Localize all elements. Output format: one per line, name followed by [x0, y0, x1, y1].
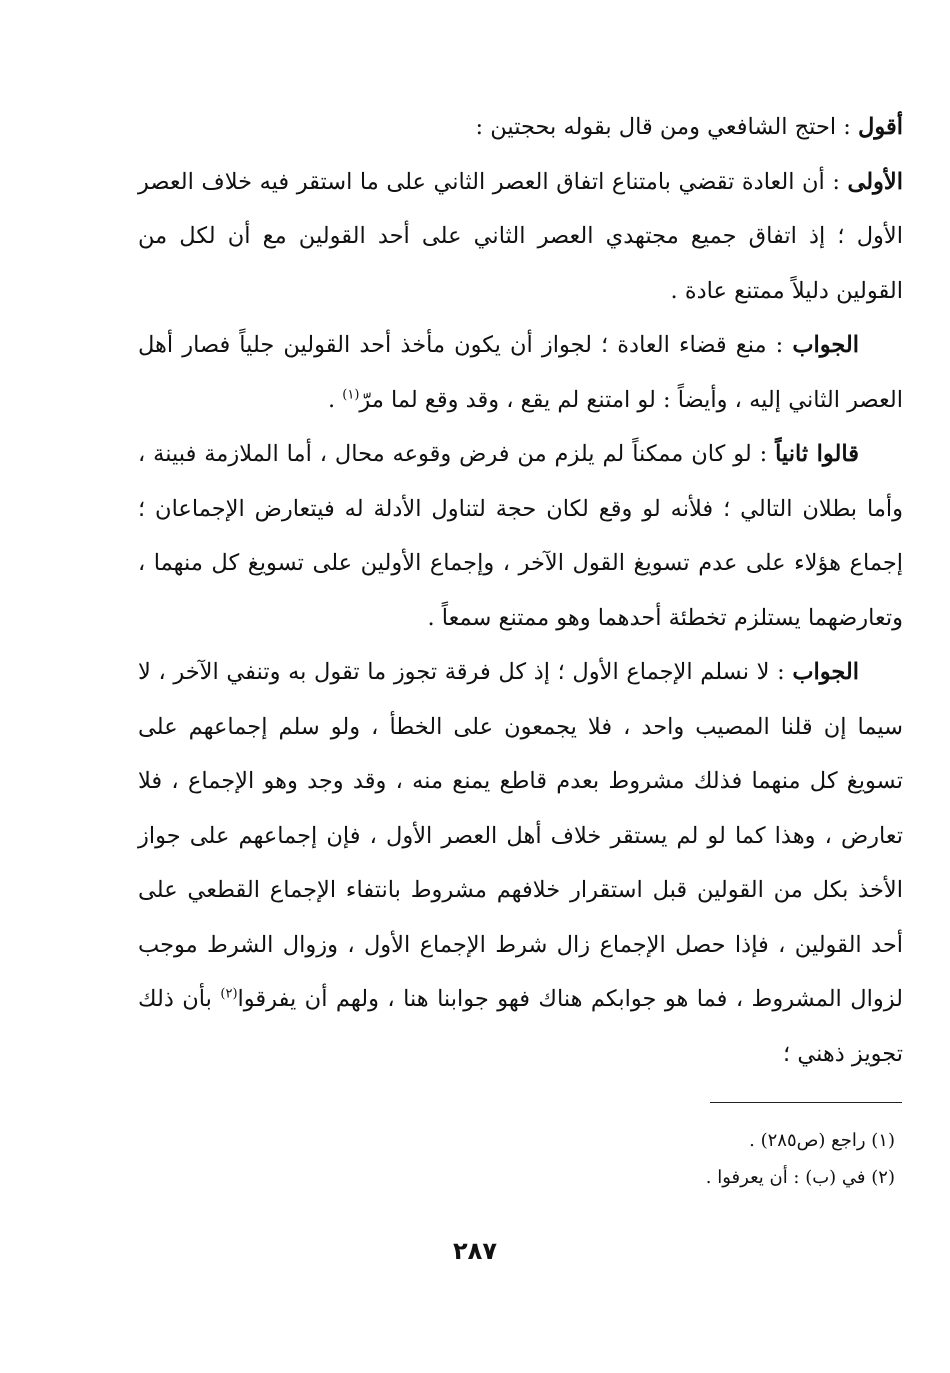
paragraph-4 — [138, 427, 903, 645]
paragraph-tail: . — [327, 386, 343, 413]
paragraph-2 — [138, 155, 903, 319]
footnote-1: (١) راجع (ص٢٨٥) . — [749, 1130, 895, 1151]
paragraph-text: : لو كان ممكناً لم يلزم من فرض وقوعه محال ، أما الملازمة فبينة ، وأما بطلان التالي ؛ فلأنه لو وقع لكان حجة لتناول الأدلة له فيتعارض الإجماعان ؛ إجماع هؤلاء على عدم تسويغ القول الآخر ، وإجماع الأولين على تسويغ كل منهما ، وتعارضهما يستلزم تخطئة أحدهما وهو ممتنع سمعاً . — [138, 441, 903, 631]
paragraph-text: : أن العادة تقضي بامتناع اتفاق العصر الثاني على ما استقر فيه خلاف العصر الأول ؛ إذ اتفاق جميع مجتهدي العصر الثاني على أحد القولين مع أن لكل من القولين دليلاً ممتنع عادة . — [138, 168, 903, 304]
footnote-2: (٢) في (ب) : أن يعرفوا . — [705, 1167, 895, 1188]
paragraph-lead: أقول — [858, 114, 903, 140]
footnote-divider — [710, 1102, 902, 1103]
paragraph-1 — [138, 100, 903, 155]
paragraph-lead: الأولى — [847, 168, 903, 195]
paragraph-3 — [138, 318, 903, 427]
main-text — [138, 100, 903, 1081]
footnote-marker: (٢) — [220, 986, 238, 1002]
paragraph-tail: بأن ذلك تجويز ذهني ؛ — [138, 986, 903, 1067]
footnotes — [500, 1122, 895, 1196]
page-number: ٢٨٧ — [453, 1237, 497, 1265]
paragraph-lead: الجواب — [792, 659, 860, 685]
footnote-marker: (١) — [342, 387, 360, 402]
paragraph-5 — [138, 645, 903, 1081]
paragraph-text: : منع قضاء العادة ؛ لجواز أن يكون مأخذ أحد القولين جلياً فصار أهل العصر الثاني إليه ، وأيضاً : لو امتنع لم يقع ، وقد وقع لما مرّ — [138, 332, 903, 413]
paragraph-text: : احتج الشافعي ومن قال بقوله بحجتين : — [475, 114, 859, 140]
paragraph-lead: قالوا ثانياً — [775, 441, 860, 467]
paragraph-lead: الجواب — [792, 332, 859, 358]
paragraph-text: : لا نسلم الإجماع الأول ؛ إذ كل فرقة تجوز ما تقول به وتنفي الآخر ، لا سيما إن قلنا المصيب واحد ، فلا يجمعون على الخطأ ، ولو سلم إجماعهم على تسويغ كل منهما فذلك مشروط بعدم قاطع يمنع منه ، وقد وجد وهو الإجماع ، فلا تعارض ، وهذا كما لو لم يستقر خلاف أهل العصر الأول ، فإن إجماعهم على جواز الأخذ بكل من القولين قبل استقرار خلافهم مشروط بانتفاء الإجماع القطعي على أحد القولين ، فإذا حصل الإجماع زال شرط الإجماع الأول ، وزوال الشرط موجب لزوال المشروط ، فما هو جوابكم هناك فهو جوابنا هنا ، ولهم أن يفرقوا — [138, 659, 903, 1012]
